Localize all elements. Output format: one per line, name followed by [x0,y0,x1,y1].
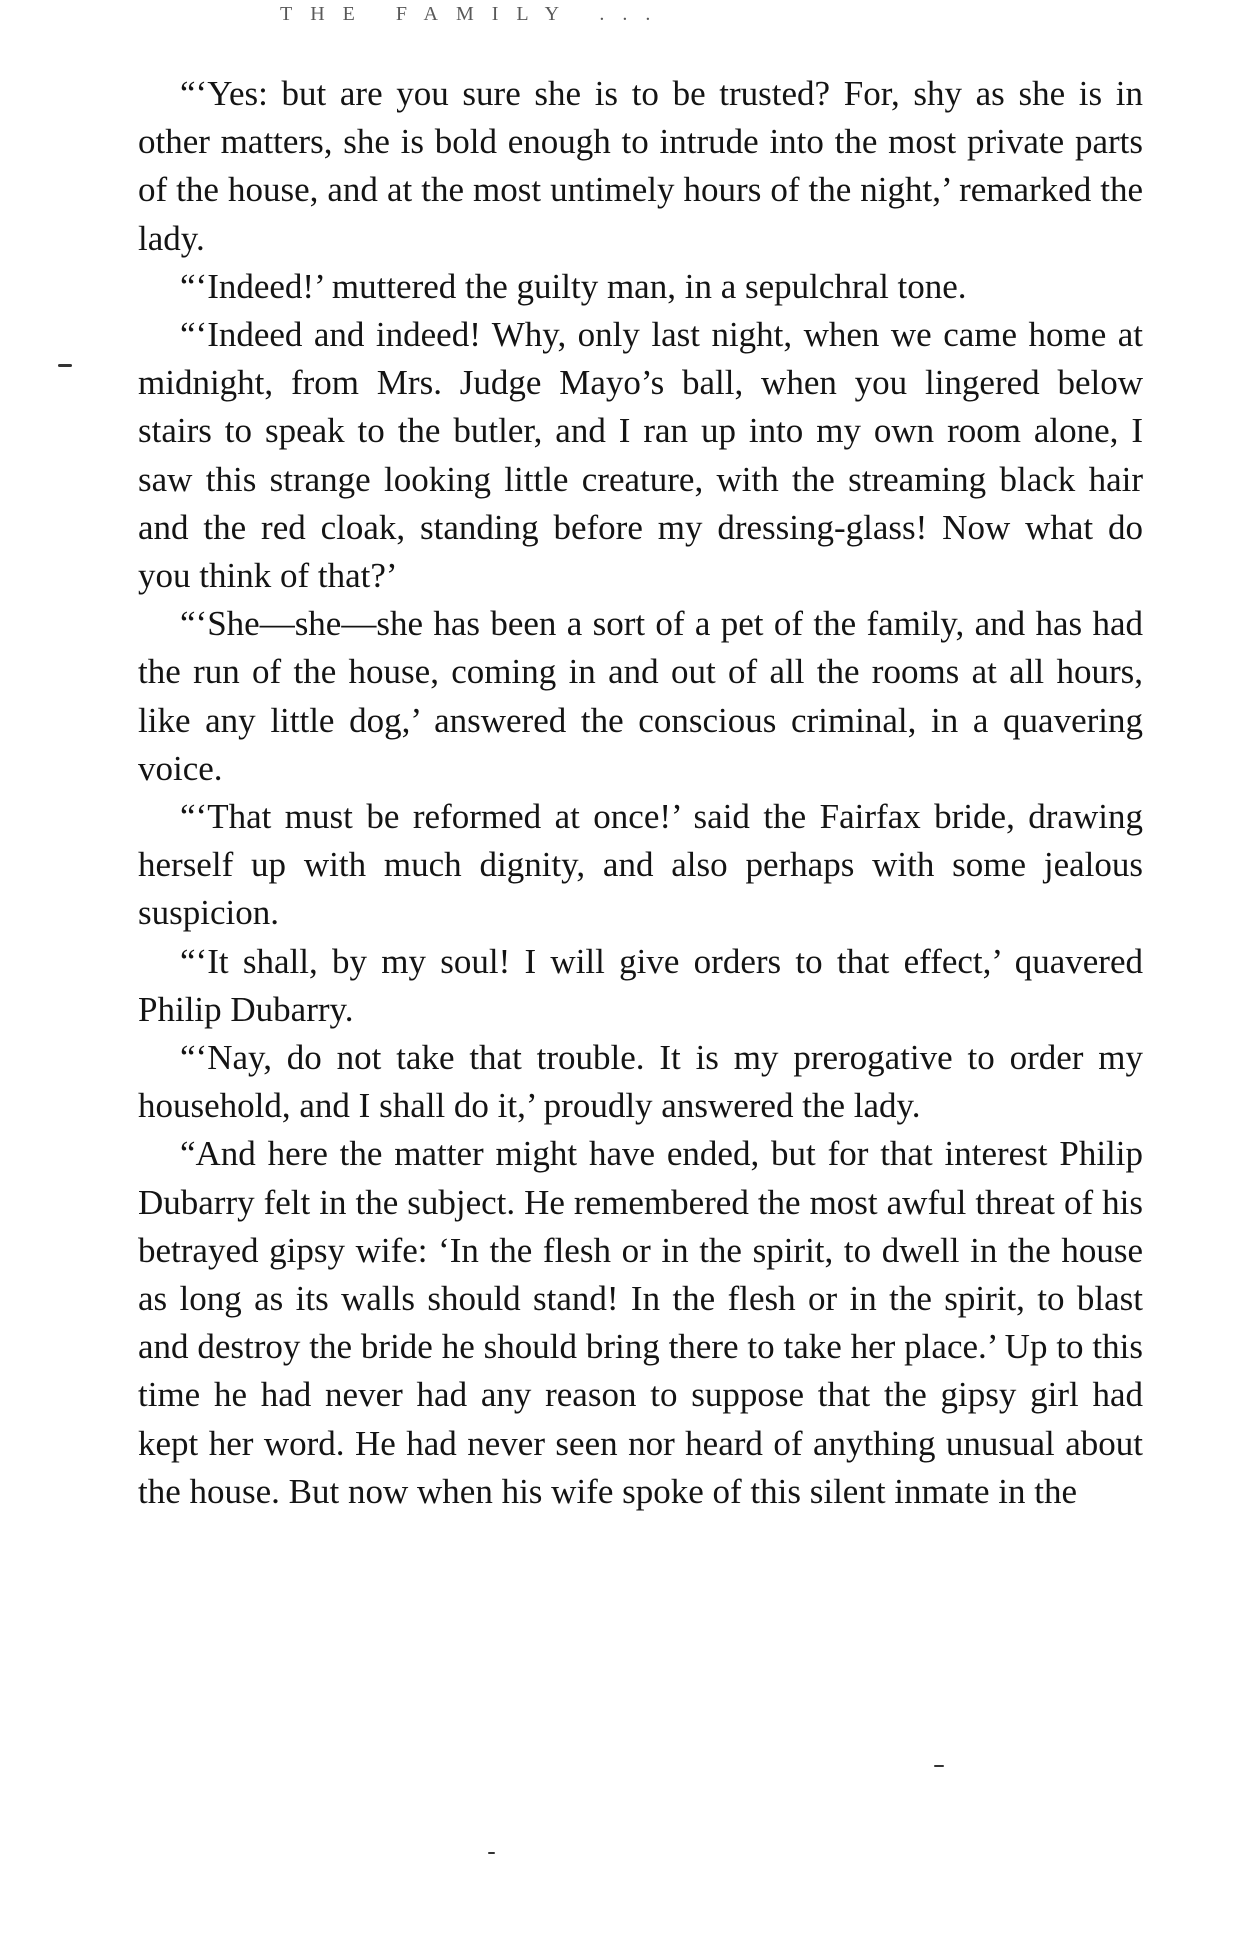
paragraph-3: “‘Indeed and indeed! Why, only last night, when we came home at midnight, from Mrs. Judge Mayo’s ball, when you lingered below stairs to speak to the butler, and I ran up into my own room alone, I saw this strange looking little creature, with the streaming black hair and the red cloak, standing before my dressing-glass! Now what do you think of that?’ [138,315,1143,596]
paragraph-6: “‘It shall, by my soul! I will give orders to that effect,’ quavered Philip Dubarry. [138,941,1143,1029]
paragraph-5: “‘That must be reformed at once!’ said the Fairfax bride, drawing herself up with much dignity, and also perhaps with some jealous suspicion. [138,797,1143,933]
paragraph-8: “And here the matter might have ended, but for that interest Philip Dubarry felt in the subject. He remembered the most awful threat of his betrayed gipsy wife: ‘In the flesh or in the spirit, to dwell in the house as long as its walls should stand! In the flesh or in the spirit, to blast and destroy the bride he should bring there to take her place.’ Up to this time he had never had any reason to suppose that the gipsy girl had kept her word. He had never seen nor heard of anything unusual about the house. But now when his wife spoke of this silent inmate in the [138,1134,1143,1511]
scan-speck [934,1765,944,1767]
scan-speck [488,1852,495,1854]
paragraph-4: “‘She—she—she has been a sort of a pet of the family, and has had the run of the house, coming in and out of all the rooms at all hours, like any little dog,’ answered the conscious criminal, in a quavering voice. [138,604,1143,788]
scan-speck [58,364,72,367]
paragraph-1: “‘Yes: but are you sure she is to be trusted? For, shy as she is in other matters, she is bold enough to intrude into the most private parts of the house, and at the most untimely hours of the night,’ remarked the lady. [138,74,1143,258]
paragraph-7: “‘Nay, do not take that trouble. It is my prerogative to order my household, and I shall do it,’ proudly answered the lady. [138,1038,1143,1126]
paragraph-2: “‘Indeed!’ muttered the guilty man, in a sepulchral tone. [180,266,967,306]
running-head: THE FAMILY ... [280,3,669,25]
body-text [138,70,1143,1516]
